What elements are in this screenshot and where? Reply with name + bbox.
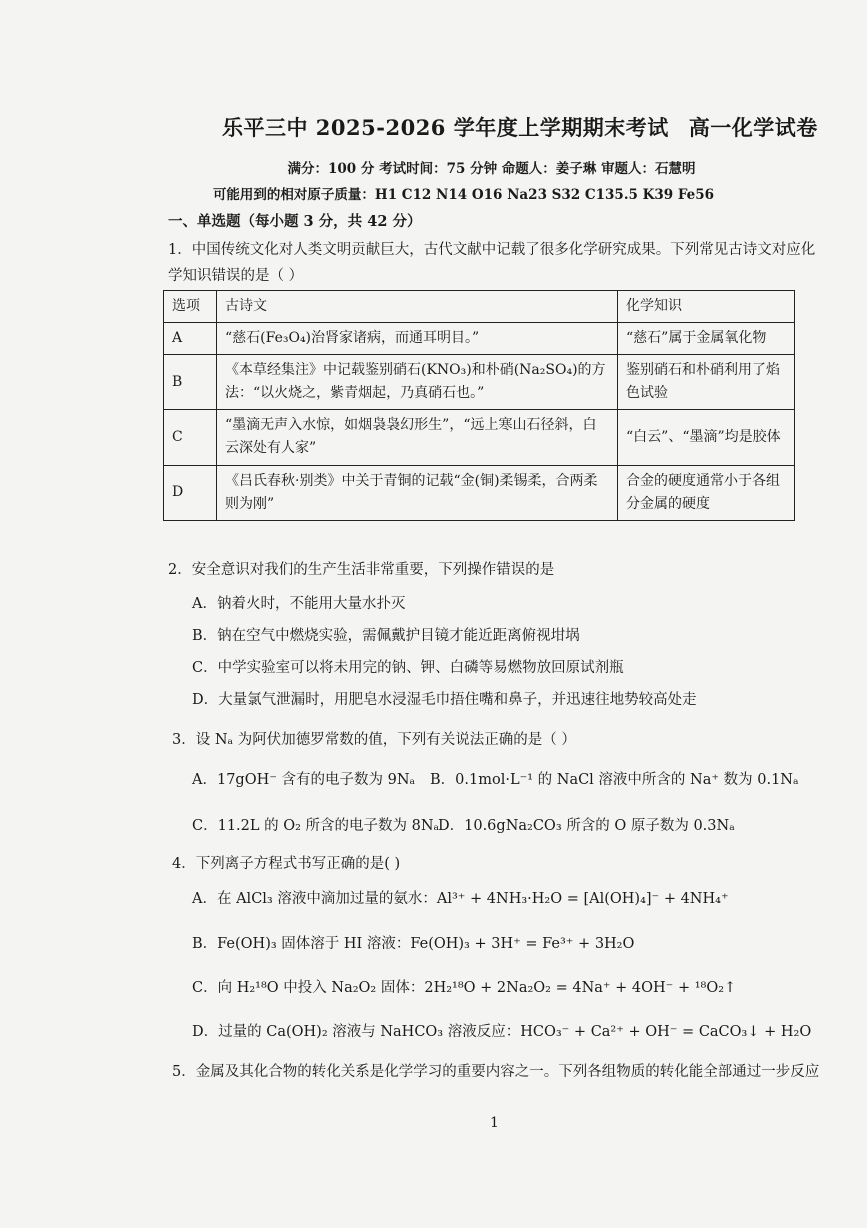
q2-option-a: A．钠着火时，不能用大量水扑灭 <box>192 596 406 612</box>
q5-stem: 5．金属及其化合物的转化关系是化学学习的重要内容之一。下列各组物质的转化能全部通过一步反应 <box>172 1064 820 1080</box>
q1-stem-line1: 1．中国传统文化对人类文明贡献巨大，古代文献中记载了很多化学研究成果。下列常见古诗文对应化 <box>168 242 816 258</box>
q3-stem: 3．设 Nₐ 为阿伏加德罗常数的值，下列有关说法正确的是（ ） <box>172 732 576 748</box>
q1-table <box>163 290 795 521</box>
q4-stem: 4．下列离子方程式书写正确的是( ) <box>172 856 401 872</box>
table-header-poem: 古诗文 <box>217 291 618 323</box>
q1-stem-line2: 学知识错误的是（ ） <box>168 268 304 284</box>
row-option: D <box>164 465 217 520</box>
exam-title <box>222 112 822 142</box>
table-header-knowledge: 化学知识 <box>618 291 795 323</box>
atomic-masses-line: 可能用到的相对原子质量：H1 C12 N14 O16 Na23 S32 C135.5 K39 Fe56 <box>212 187 715 203</box>
q4-option-b: B．Fe(OH)₃ 固体溶于 HI 溶液：Fe(OH)₃ + 3H⁺ = Fe³⁺ + 3H₂O <box>192 936 635 952</box>
row-poem: 《吕氏春秋·别类》中关于青铜的记载“金(铜)柔锡柔，合两柔则为刚” <box>217 465 618 520</box>
row-knowledge: 鉴别硝石和朴硝利用了焰色试验 <box>618 355 795 410</box>
row-poem: “墨滴无声入水惊，如烟袅袅幻形生”，“远上寒山石径斜，白云深处有人家” <box>217 410 618 465</box>
section-heading: 一、单选题（每小题 3 分，共 42 分） <box>168 213 422 230</box>
q3-option-a: A．17gOH⁻ 含有的电子数为 9Nₐ <box>192 772 416 788</box>
q4-option-d: D．过量的 Ca(OH)₂ 溶液与 NaHCO₃ 溶液反应：HCO₃⁻ + Ca²⁺ + OH⁻ = CaCO₃↓ + H₂O <box>192 1024 812 1040</box>
table-row <box>164 465 795 520</box>
table-row <box>164 323 795 355</box>
row-poem: “慈石(Fe₃O₄)治肾家诸病，而通耳明目。” <box>217 323 618 355</box>
exam-meta-line: 满分：100 分 考试时间：75 分钟 命题人：姜子琳 审题人：石慧明 <box>287 161 696 177</box>
q2-option-d: D．大量氯气泄漏时，用肥皂水浸湿毛巾捂住嘴和鼻子，并迅速往地势较高处走 <box>192 692 697 708</box>
q2-stem: 2．安全意识对我们的生产生活非常重要，下列操作错误的是 <box>168 562 555 578</box>
row-option: C <box>164 410 217 465</box>
q3-option-d: D．10.6gNa₂CO₃ 所含的 O 原子数为 0.3Nₐ <box>438 818 735 834</box>
row-option: A <box>164 323 217 355</box>
q4-option-a: A．在 AlCl₃ 溶液中滴加过量的氨水：Al³⁺ + 4NH₃·H₂O = [Al(OH)₄]⁻ + 4NH₄⁺ <box>192 891 729 907</box>
exam-title-school: 乐平三中 2025-2026 学年度上学期期末考试 <box>222 115 669 140</box>
q2-option-b: B．钠在空气中燃烧实验，需佩戴护目镜才能近距离俯视坩埚 <box>192 628 580 644</box>
row-knowledge: 合金的硬度通常小于各组分金属的硬度 <box>618 465 795 520</box>
table-row <box>164 410 795 465</box>
page-number: 1 <box>490 1115 499 1131</box>
table-header-row <box>164 291 795 323</box>
q2-option-c: C．中学实验室可以将未用完的钠、钾、白磷等易燃物放回原试剂瓶 <box>192 660 624 676</box>
q3-option-b: B．0.1mol·L⁻¹ 的 NaCl 溶液中所含的 Na⁺ 数为 0.1Nₐ <box>430 772 799 788</box>
row-option: B <box>164 355 217 410</box>
q3-option-c: C．11.2L 的 O₂ 所含的电子数为 8Nₐ <box>192 818 440 834</box>
row-knowledge: “白云”、“墨滴”均是胶体 <box>618 410 795 465</box>
row-poem: 《本草经集注》中记载鉴别硝石(KNO₃)和朴硝(Na₂SO₄)的方法：“以火烧之，紫青烟起，乃真硝石也。” <box>217 355 618 410</box>
exam-title-subject: 高一化学试卷 <box>688 115 818 140</box>
table-row <box>164 355 795 410</box>
row-knowledge: “慈石”属于金属氧化物 <box>618 323 795 355</box>
q4-option-c: C．向 H₂¹⁸O 中投入 Na₂O₂ 固体：2H₂¹⁸O + 2Na₂O₂ = 4Na⁺ + 4OH⁻ + ¹⁸O₂↑ <box>192 980 737 996</box>
table-header-option: 选项 <box>164 291 217 323</box>
